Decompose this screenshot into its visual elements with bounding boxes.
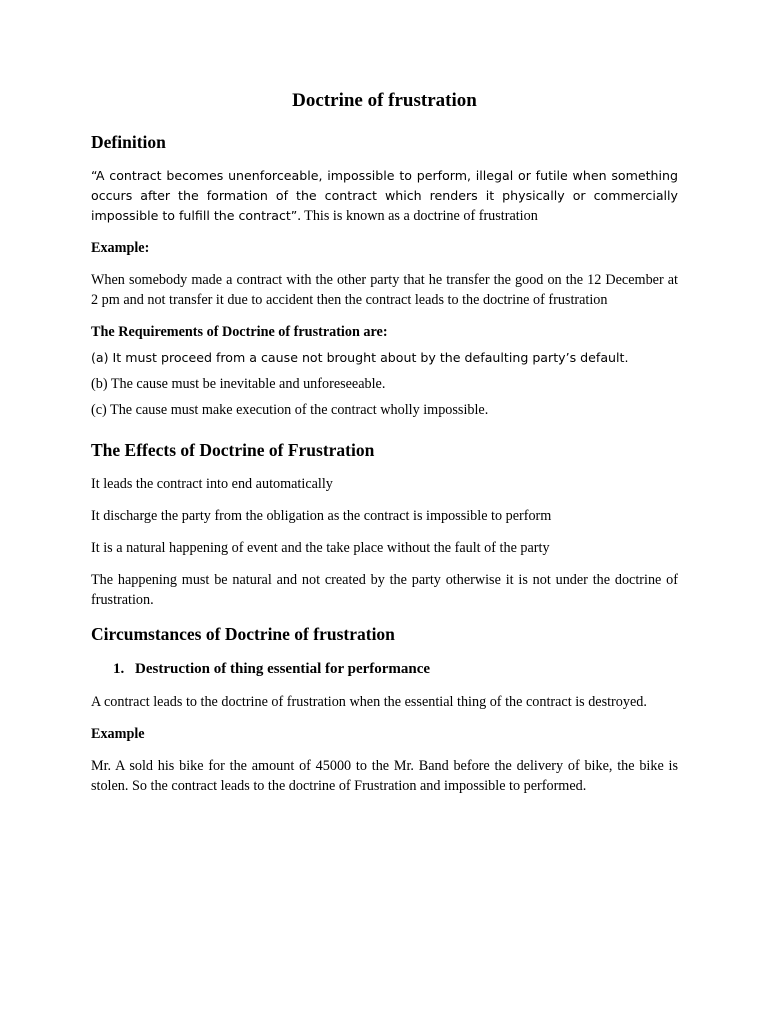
circumstances-heading: Circumstances of Doctrine of frustration: [91, 624, 395, 644]
requirement-item-a: (a) It must proceed from a cause not brought about by the defaulting party’s default.: [91, 350, 629, 365]
requirement-item-b: (b) The cause must be inevitable and unforeseeable.: [91, 376, 386, 392]
requirements-heading: The Requirements of Doctrine of frustration are:: [91, 324, 388, 340]
definition-heading: Definition: [91, 132, 166, 152]
example-label: Example:: [91, 240, 150, 256]
requirement-item-c: (c) The cause must make execution of the contract wholly impossible.: [91, 402, 489, 418]
definition-paragraph: [91, 166, 678, 226]
circumstance-1-number: 1.: [113, 661, 125, 677]
circumstance-1-example-label: Example: [91, 726, 145, 742]
circumstance-1-example-text: Mr. A sold his bike for the amount of 45000 to the Mr. Band before the delivery of bike, the bike is stolen. So the contract leads to the doctrine of Frustration and impossible to performed.: [91, 758, 678, 794]
circumstance-1-title: Destruction of thing essential for performance: [135, 661, 431, 677]
definition-tail: . This is known as a doctrine of frustration: [297, 208, 538, 224]
document-body: [91, 88, 678, 808]
effect-item: It leads the contract into end automatically: [91, 476, 333, 492]
page-title: Doctrine of frustration: [292, 90, 477, 111]
example-paragraph: When somebody made a contract with the other party that he transfer the good on the 12 December at 2 pm and not transfer it due to accident then the contract leads to the doctrine of frustration: [91, 272, 678, 308]
effect-item: The happening must be natural and not created by the party otherwise it is not under the doctrine of frustration.: [91, 572, 678, 608]
effects-heading: The Effects of Doctrine of Frustration: [91, 440, 375, 460]
effect-item: It discharge the party from the obligation as the contract is impossible to perform: [91, 508, 552, 524]
circumstance-1-paragraph: A contract leads to the doctrine of frustration when the essential thing of the contract is destroyed.: [91, 694, 647, 710]
circumstance-1-heading: [91, 658, 678, 680]
definition-quote: “A contract becomes unenforceable, impossible to perform, illegal or futile when something occurs after the formation of the contract which renders it physically or commercially impossible to fulfill the contract”: [91, 168, 678, 223]
effect-item: It is a natural happening of event and the take place without the fault of the party: [91, 540, 550, 556]
